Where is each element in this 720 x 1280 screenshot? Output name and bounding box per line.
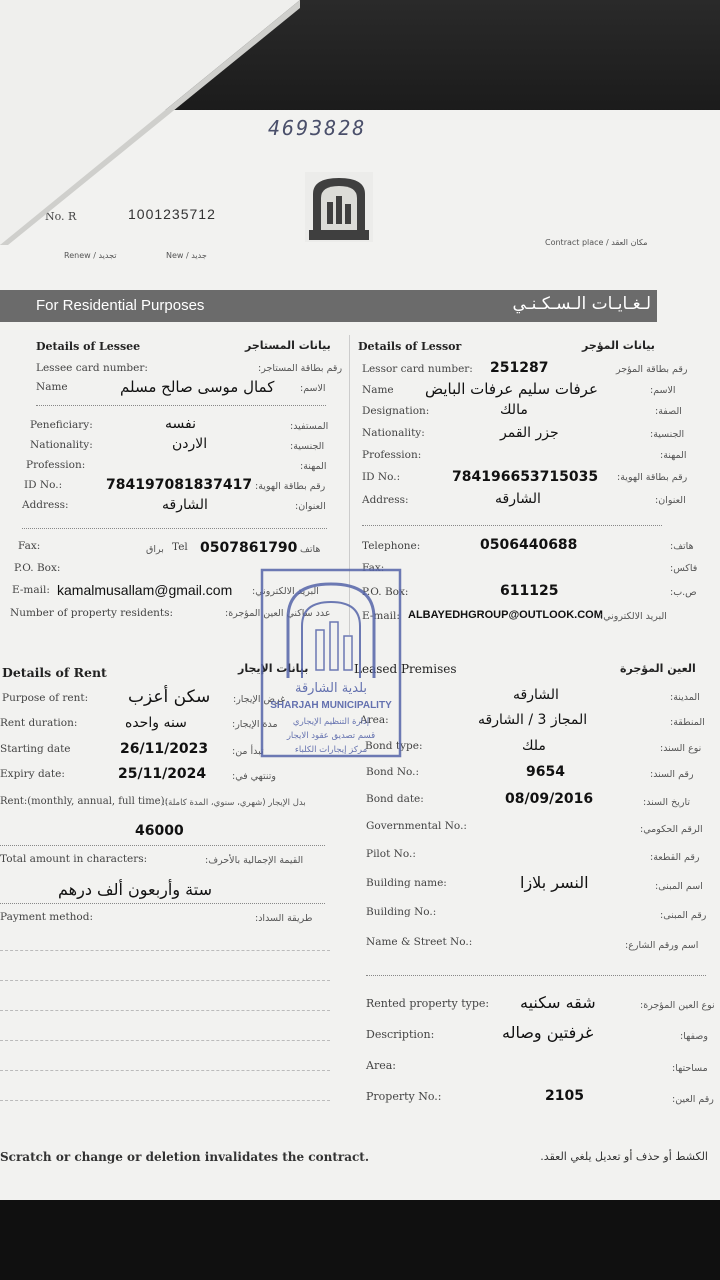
premises-area-label: Area: xyxy=(360,714,389,726)
lessee-email: kamalmusallam@gmail.com xyxy=(57,582,233,598)
rent-words-line xyxy=(0,903,325,904)
rent-start-label-ar: تبدأ من: xyxy=(232,746,264,757)
lessee-title-ar: بيانات المستاجر xyxy=(245,339,331,352)
lessor-nationality-label-ar: الجنسية: xyxy=(650,429,685,440)
blank-line xyxy=(0,950,330,951)
rent-start: 26/11/2023 xyxy=(120,741,209,757)
lessee-name-label-ar: الاسم: xyxy=(300,383,326,394)
premises-title-ar: العين المؤجرة xyxy=(620,662,696,675)
lessee-tel: 0507861790 xyxy=(200,540,298,556)
banner-title-ar: لـغـايـات الـسـكـنـي xyxy=(512,294,651,314)
lessee-name: كمال موسى صالح مسلم xyxy=(120,378,275,396)
new-label: New / جديد xyxy=(166,251,207,260)
rent-purpose: سكن أعزب xyxy=(128,687,211,707)
lessee-address-label: Address: xyxy=(22,499,69,511)
lessee-name-line xyxy=(36,405,326,406)
lessee-title: Details of Lessee xyxy=(36,340,141,353)
stamp-line1: بلدية الشارقة xyxy=(294,681,368,696)
lessee-residents-label: Number of property residents: xyxy=(10,607,174,619)
lessee-nationality-label: Nationality: xyxy=(30,439,93,451)
premises-gov-label: Governmental No.: xyxy=(366,820,467,832)
premises-building-name-label: Building name: xyxy=(366,877,447,889)
rent-payment-label: Payment method: xyxy=(0,911,94,923)
premises-city-label-ar: المدينة: xyxy=(670,692,700,703)
premises-street-label: Name & Street No.: xyxy=(366,936,473,948)
renew-label: Renew / تجديد xyxy=(64,251,117,260)
stamp-line4: قسم تصديق عقود الايجار xyxy=(286,731,376,741)
lessor-nationality-label: Nationality: xyxy=(362,427,425,439)
blank-line xyxy=(0,1100,330,1101)
stamp-line5: مركز إيجارات الكلباء xyxy=(294,745,368,755)
rent-purpose-label-ar: غرض الإيجار: xyxy=(233,694,286,705)
blank-line xyxy=(0,1010,330,1011)
blank-line xyxy=(0,1040,330,1041)
lessor-pobox-label-ar: ص.ب: xyxy=(670,587,697,598)
premises-plot-label: Pilot No.: xyxy=(366,848,416,860)
premises-area2-label: Area: xyxy=(366,1059,396,1072)
premises-prop-no-label-ar: رقم العين: xyxy=(672,1094,714,1105)
sharjah-municipality-logo xyxy=(305,172,373,242)
premises-building-name-label-ar: اسم المبنى: xyxy=(655,881,703,892)
rent-amount-line xyxy=(0,845,325,846)
premises-bond-no-label-ar: رقم السند: xyxy=(650,769,694,780)
blank-line xyxy=(0,1070,330,1071)
lessee-email-label-ar: البريد الالكتروني: xyxy=(252,586,319,597)
rent-amount-label: Rent:(monthly, annual, full time): xyxy=(0,796,168,807)
lessor-nationality: جزر القمر xyxy=(500,425,559,441)
lessee-profession-label-ar: المهنة: xyxy=(300,461,327,472)
purpose-banner xyxy=(0,290,657,322)
lessor-fax-label-ar: فاكس: xyxy=(670,563,698,574)
lessee-tel-label: Tel xyxy=(172,541,188,553)
lessee-profession-label: Profession: xyxy=(26,459,86,471)
rent-amount: 46000 xyxy=(135,823,184,839)
premises-building-name: النسر بلازا xyxy=(520,873,589,892)
rent-expiry: 25/11/2024 xyxy=(118,766,207,782)
premises-desc-label: Description: xyxy=(366,1028,435,1041)
blank-line xyxy=(0,980,330,981)
stamp-line2: SHARJAH MUNICIPALITY xyxy=(270,700,392,711)
premises-area2-label-ar: مساحتها: xyxy=(672,1063,708,1074)
premises-plot-label-ar: رقم القطعة: xyxy=(650,852,700,863)
lessee-beneficiary-label-ar: المستفيد: xyxy=(290,421,329,432)
premises-bond-date: 08/09/2016 xyxy=(505,791,594,807)
lessor-card-label: Lessor card number: xyxy=(362,363,473,375)
lessee-id-label: ID No.: xyxy=(24,479,63,491)
lessee-id-label-ar: رقم بطاقة الهوية: xyxy=(255,481,326,492)
premises-type-label: Rented property type: xyxy=(366,997,490,1010)
premises-prop-no: 2105 xyxy=(545,1088,584,1104)
rent-title: Details of Rent xyxy=(2,665,107,680)
premises-gov-label-ar: الرقم الحكومي: xyxy=(640,824,703,835)
lessor-designation-label-ar: الصفة: xyxy=(655,406,682,417)
lessor-fax-label: Fax: xyxy=(362,562,385,574)
table-surface xyxy=(0,1200,720,1280)
rent-title-ar: بيانات الإيجار xyxy=(238,662,309,675)
lessor-email-label-ar: البريد الالكتروني: xyxy=(600,611,667,622)
lessor-tel-label: Telephone: xyxy=(362,540,421,552)
handwritten-reference: 4693828 xyxy=(268,116,367,140)
lessor-designation-label: Designation: xyxy=(362,405,430,417)
lessee-nationality: الاردن xyxy=(172,436,208,452)
rent-payment-label-ar: طريقة السداد: xyxy=(255,913,313,924)
lessor-name-label-ar: الاسم: xyxy=(650,385,676,396)
contract-number: 1001235712 xyxy=(128,206,216,222)
lessor-email-label: E-mail: xyxy=(362,610,400,622)
lessor-title: Details of Lessor xyxy=(358,340,462,353)
lessor-email: ALBAYEDHGROUP@OUTLOOK.COM xyxy=(408,609,603,621)
rent-start-label: Starting date xyxy=(0,743,71,755)
lessee-residents-label-ar: عدد ساكني العين المؤجرة: xyxy=(225,608,331,619)
contract-place-label: Contract place / مكان العقد xyxy=(545,238,648,247)
lessee-fax-label: Fax: xyxy=(18,540,41,552)
lessor-address-label: Address: xyxy=(362,494,409,506)
lessor-card: 251287 xyxy=(490,360,549,376)
lessee-address: الشارقه xyxy=(162,497,208,513)
footer-note-en: Scratch or change or deletion invalidates the contract. xyxy=(0,1150,369,1164)
lessor-tel-label-ar: هاتف: xyxy=(670,541,694,552)
rent-duration-label: Rent duration: xyxy=(0,717,78,729)
lessor-tel: 0506440688 xyxy=(480,537,578,553)
premises-building-no-label: Building No.: xyxy=(366,906,437,918)
footer-note-ar: الكشط أو حذف أو تعديل يلغي العقد. xyxy=(540,1150,708,1163)
contract-number-label: No. R xyxy=(45,210,77,223)
lessee-tel-label-ar: براق xyxy=(146,544,164,555)
premises-type-label-ar: نوع العين المؤجرة: xyxy=(640,1000,715,1011)
lessor-profession-label-ar: المهنة: xyxy=(660,450,687,461)
rent-expiry-label: Expiry date: xyxy=(0,768,65,780)
lessee-id: 784197081837417 xyxy=(106,477,253,493)
premises-prop-no-label: Property No.: xyxy=(366,1090,442,1103)
lessee-beneficiary: نفسه xyxy=(165,416,196,432)
lessee-address-label-ar: العنوان: xyxy=(295,501,326,512)
premises-area: المجاز 3 / الشارقه xyxy=(478,712,588,728)
lessor-name: عرفات سليم عرفات البايض xyxy=(425,380,598,398)
lessee-name-label: Name xyxy=(36,381,68,393)
lessor-address: الشارقه xyxy=(495,491,541,507)
lessee-email-label: E-mail: xyxy=(12,584,50,596)
lessee-tel-label-ar2: هاتف xyxy=(300,544,321,555)
premises-bond-type: ملك xyxy=(522,738,546,754)
rent-duration-label-ar: مدة الإيجار: xyxy=(232,719,278,730)
lessor-card-label-ar: رقم بطاقة المؤجر xyxy=(616,364,688,375)
premises-desc-label-ar: وصفها: xyxy=(680,1031,708,1042)
lessee-card-label: Lessee card number: xyxy=(36,362,148,374)
premises-building-no-label-ar: رقم المبنى: xyxy=(660,910,707,921)
rent-expiry-label-ar: وتنتهي في: xyxy=(232,771,276,782)
rent-purpose-label: Purpose of rent: xyxy=(2,692,89,704)
lessor-id: 784196653715035 xyxy=(452,469,599,485)
lessee-beneficiary-label: Peneficiary: xyxy=(30,419,93,431)
lessor-title-ar: بيانات المؤجر xyxy=(582,339,655,352)
banner-title-en: For Residential Purposes xyxy=(36,297,205,314)
premises-bond-no: 9654 xyxy=(526,764,565,780)
lessee-address-line xyxy=(22,528,327,529)
lessor-address-label-ar: العنوان: xyxy=(655,495,686,506)
lessee-pobox-label: P.O. Box: xyxy=(14,562,61,574)
lessor-pobox-label: P.O. Box: xyxy=(362,586,409,598)
lessee-nationality-label-ar: الجنسية: xyxy=(290,441,325,452)
premises-desc: غرفتين وصاله xyxy=(502,1023,594,1042)
premises-bond-no-label: Bond No.: xyxy=(366,766,420,778)
premises-area-label-ar: المنطقة: xyxy=(670,717,705,728)
lessor-designation: مالك xyxy=(500,402,528,418)
rent-duration: سنه واحده xyxy=(125,715,187,731)
premises-city: الشارقه xyxy=(513,687,559,703)
premises-street-label-ar: اسم ورقم الشارع: xyxy=(625,940,699,951)
lessor-profession-label: Profession: xyxy=(362,449,422,461)
premises-bond-type-label-ar: نوع السند: xyxy=(660,743,702,754)
premises-type: شقه سكنيه xyxy=(520,993,596,1012)
rent-amount-label-ar: بدل الإيجار (شهري، سنوي، المدة كاملة): xyxy=(162,798,306,808)
premises-bond-date-label: Bond date: xyxy=(366,793,424,805)
lessor-id-label-ar: رقم بطاقة الهوية: xyxy=(617,472,688,483)
rent-words: ستة وأربعون ألف درهم xyxy=(58,880,212,899)
premises-street-line xyxy=(366,975,706,976)
rent-words-label-ar: القيمة الإجمالية بالأحرف: xyxy=(205,855,304,866)
premises-bond-type-label: Bond type: xyxy=(365,740,423,752)
lessee-card-label-ar: رقم بطاقة المستاجر: xyxy=(258,363,343,374)
lessor-id-label: ID No.: xyxy=(362,471,401,483)
rent-words-label: Total amount in characters: xyxy=(0,853,148,865)
lessor-name-label: Name xyxy=(362,384,394,396)
premises-bond-date-label-ar: تاريخ السند: xyxy=(643,797,690,808)
premises-title: Leased Premises xyxy=(354,662,457,676)
sharjah-municipality-stamp xyxy=(258,566,404,760)
stamp-line3: إدارة التنظيم الإيجاري xyxy=(292,717,370,727)
lessor-address-line xyxy=(362,525,662,526)
lessor-pobox: 611125 xyxy=(500,583,559,599)
